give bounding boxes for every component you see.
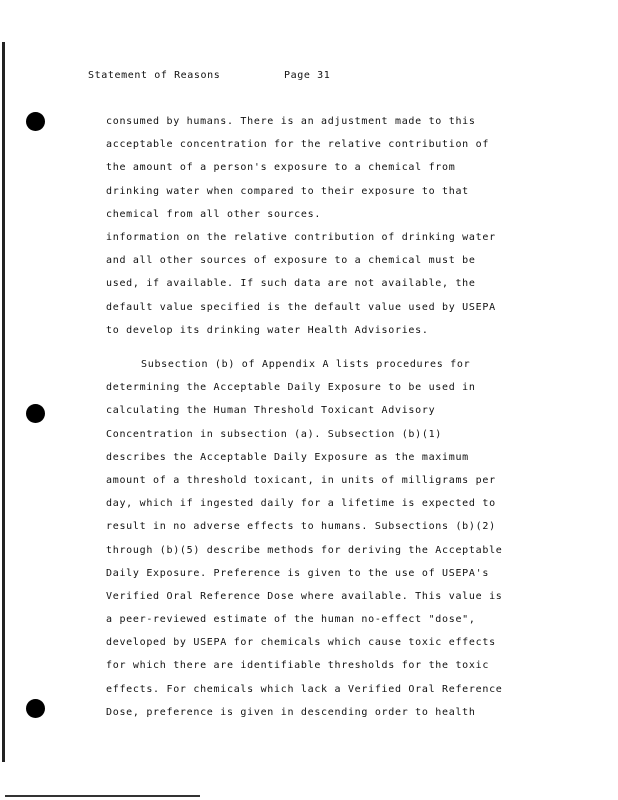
paragraph-2 xyxy=(106,353,526,724)
text-line: drinking water when compared to their exposure to that xyxy=(106,185,469,197)
text-line: effects. For chemicals which lack a Verified Oral Reference xyxy=(106,683,503,695)
punch-hole-middle xyxy=(26,404,45,423)
text-line: for which there are identifiable thresholds for the toxic xyxy=(106,660,490,672)
text-line: Dose, preference is given in descending order to health xyxy=(106,706,476,718)
text-line: day, which if ingested daily for a lifetime is expected to xyxy=(106,498,496,510)
text-line: developed by USEPA for chemicals which cause toxic effects xyxy=(106,637,496,649)
text-line: chemical from all other sources. xyxy=(106,208,322,220)
document-title: Statement of Reasons xyxy=(88,70,221,81)
text-line: acceptable concentration for the relative contribution of xyxy=(106,139,490,151)
text-line: the amount of a person's exposure to a chemical from xyxy=(106,162,456,174)
text-line: through (b)(5) describe methods for deriving the Acceptable xyxy=(106,544,503,556)
page-header xyxy=(88,70,330,81)
text-line: used, if available. If such data are not available, the xyxy=(106,278,476,290)
text-line: amount of a threshold toxicant, in units of milligrams per xyxy=(106,474,496,486)
text-line: consumed by humans. There is an adjustment made to this xyxy=(106,116,476,127)
text-line: a peer-reviewed estimate of the human no-effect "dose", xyxy=(106,614,476,626)
text-line: describes the Acceptable Daily Exposure as the maximum xyxy=(106,451,469,463)
page-number: Page 31 xyxy=(284,70,331,81)
text-line: result in no adverse effects to humans. Subsections (b)(2) xyxy=(106,521,496,533)
text-line: determining the Acceptable Daily Exposure to be used in xyxy=(106,382,476,394)
punch-hole-bottom xyxy=(26,699,45,718)
scan-left-edge xyxy=(2,42,5,762)
text-line: Daily Exposure. Preference is given to the use of USEPA's xyxy=(106,567,490,579)
text-line: default value specified is the default value used by USEPA xyxy=(106,301,496,313)
text-line: Verified Oral Reference Dose where available. This value is xyxy=(106,590,503,602)
punch-hole-top xyxy=(26,112,45,131)
text-line: Subsection (b) of Appendix A lists procedures for xyxy=(141,359,471,370)
text-line: and all other sources of exposure to a chemical must be xyxy=(106,255,476,267)
text-line: to develop its drinking water Health Advisories. xyxy=(106,324,429,336)
text-line: Concentration in subsection (a). Subsection (b)(1) xyxy=(106,428,443,440)
text-line: calculating the Human Threshold Toxicant Advisory xyxy=(106,405,436,417)
text-line: information on the relative contribution of drinking water xyxy=(106,231,496,243)
paragraph-1 xyxy=(106,110,526,342)
bottom-rule xyxy=(5,795,200,797)
